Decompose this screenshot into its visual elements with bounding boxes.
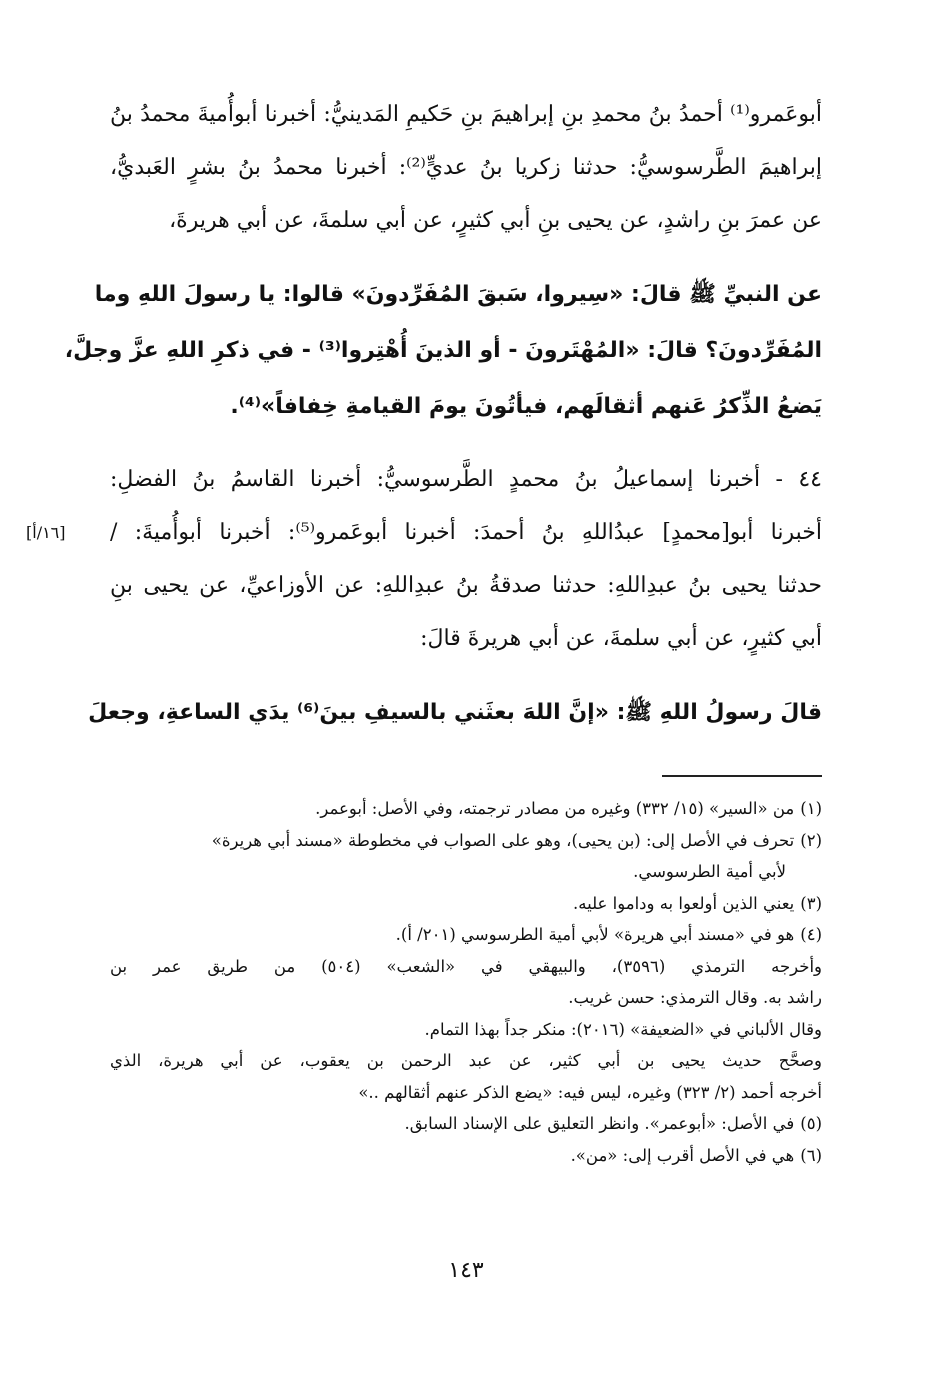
footnote-number: (٢) <box>800 830 822 850</box>
narration-block-1 <box>110 88 822 247</box>
book-page <box>26 88 823 1378</box>
footnote-text: هو في «مسند أبي هريرة» لأبي أمية الطرسوسي (٢٠١/ أ). <box>395 925 795 944</box>
footnotes <box>110 793 822 1171</box>
footnote-paragraph: وأخرجه الترمذي (٣٥٩٦)، والبيهقي في «الشعب» (٥٠٤) من طريق عمر بن <box>110 956 823 976</box>
footnote-text: هي في الأصل أقرب إلى: «من». <box>570 1145 795 1165</box>
footnote-number: (٦) <box>800 1145 822 1165</box>
footnote <box>110 793 822 825</box>
hadith-line: قالَ رسولُ اللهِ ﷺ: «إنَّ اللهَ بعثَني بالسيفِ بينَ⁽⁶⁾ يدَي الساعةِ، وجعلَ <box>88 700 822 725</box>
footnote-continuation: لأبي أمية الطرسوسي. <box>633 862 786 881</box>
text-line: أبوعَمرو⁽¹⁾ أحمدُ بنُ محمدِ بنِ إبراهيمَ بنِ حَكيمِ المَدينيُّ: أخبرنا أبوأُميةَ محمدُ بنُ <box>110 102 822 127</box>
footnote <box>110 1108 822 1140</box>
footnote <box>110 1140 822 1172</box>
footnote <box>110 825 822 857</box>
manuscript-folio-note: [١٦/أ] <box>26 523 66 542</box>
text-line: ٤٤ - أخبرنا إسماعيلُ بنُ محمدٍ الطَّرسوسيُّ: أخبرنا القاسمُ بنُ الفضلِ: <box>110 467 822 492</box>
page-number: ١٤٣ <box>448 1258 484 1283</box>
footnote-number: (١) <box>800 799 822 818</box>
footnote-number: (٣) <box>800 893 822 913</box>
text-line: حدثنا يحيى بنُ عبدِاللهِ: حدثنا صدقةُ بنُ عبدِاللهِ: عن الأوزاعيِّ، عن يحيى بنِ <box>110 573 822 598</box>
footnote-paragraph: راشد به. وقال الترمذي: حسن غريب. <box>568 988 822 1007</box>
footnote-paragraph: وقال الألباني في «الضعيفة» (٢٠١٦): منكر جداً بهذا التمام. <box>424 1019 822 1039</box>
hadith-line: يَضعُ الذِّكرُ عَنهم أثقالَهم، فيأتُونَ يومَ القيامةِ خِفافاً»⁽⁴⁾. <box>230 394 822 419</box>
footnote <box>110 888 822 920</box>
footnote-separator <box>662 775 822 777</box>
text-line: أبي كثيرٍ، عن أبي سلمةَ، عن أبي هريرةَ قالَ: <box>420 626 822 651</box>
footnote-number: (٤) <box>800 925 822 944</box>
footnote-paragraph: وصحَّح حديث يحيى بن أبي كثير، عن عبد الرحمن بن يعقوب، عن أبي هريرة، الذي <box>110 1051 822 1070</box>
footnote-text: من «السير» (١٥/ ٣٣٢) وغيره من مصادر ترجمته، وفي الأصل: أبوعمر. <box>315 799 795 818</box>
footnote-text: تحرف في الأصل إلى: (بن يحيى)، وهو على الصواب في مخطوطة «مسند أبي هريرة» <box>211 830 795 850</box>
footnote <box>110 919 822 951</box>
hadith-line: المُفَرِّدونَ؟ قالَ: «المُهْتَرونَ - أو الذينَ أُهْتِروا⁽³⁾ - في ذكرِ اللهِ عزَّ وجلَّ، <box>64 338 822 363</box>
footnote-text: في الأصل: «أبوعمر». وانظر التعليق على الإسناد السابق. <box>404 1114 795 1133</box>
narration-block-2 <box>26 453 822 665</box>
text-line: أخبرنا أبو[محمدٍ] عبدُاللهِ بنُ أحمدَ: أخبرنا أبوعَمرو⁽⁵⁾: أخبرنا أبوأُميةَ: / <box>110 520 822 545</box>
hadith-line: عن النبيِّ ﷺ قالَ: «سِيروا، سَبقَ المُفَرِّدونَ» قالوا: يا رسولَ اللهِ وما <box>94 282 822 307</box>
footnote-paragraph: أخرجه أحمد (٢/ ٣٢٣) وغيره، ليس فيه: «يضع الذكر عنهم أثقالهم ..» <box>358 1082 822 1102</box>
text-line: عن عمرَ بنِ راشدٍ، عن يحيى بنِ أبي كثيرٍ، عن أبي سلمةَ، عن أبي هريرةَ، <box>169 208 822 233</box>
footnote-number: (٥) <box>800 1114 822 1133</box>
text-line: إبراهيمَ الطَّرسوسيُّ: حدثنا زكريا بنُ عديٍّ⁽²⁾: أخبرنا محمدُ بنُ بشرٍ العَبديُّ، <box>110 155 822 180</box>
hadith-text-block-1 <box>64 267 822 435</box>
footnote-text: يعني الذين أولعوا به وداموا عليه. <box>573 893 795 913</box>
hadith-text-block-2 <box>88 685 822 741</box>
